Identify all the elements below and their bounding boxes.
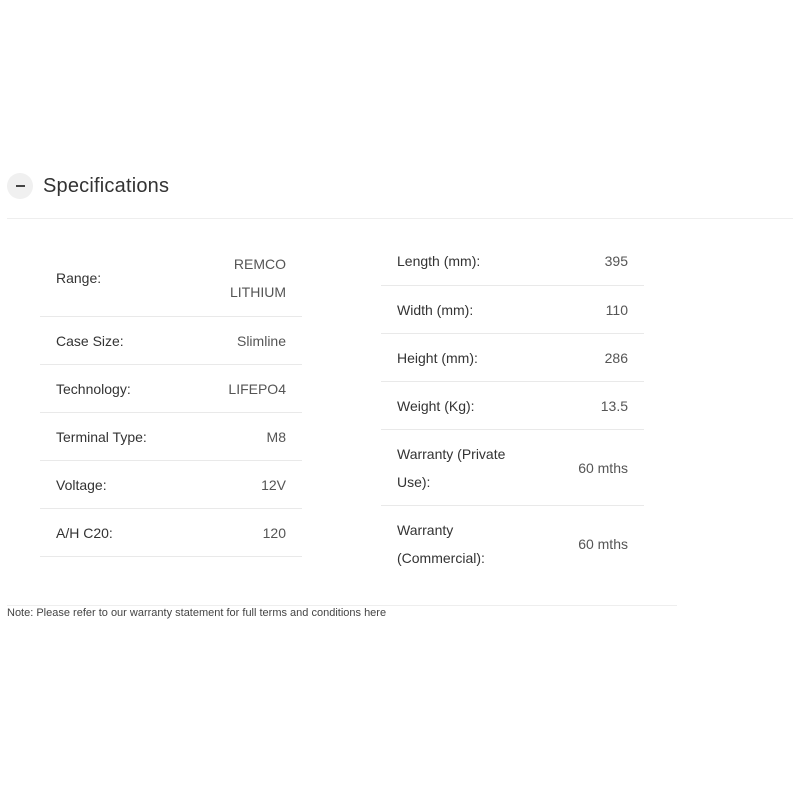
specifications-toggle[interactable]: [7, 169, 169, 203]
warranty-statement-link[interactable]: here: [364, 607, 387, 619]
spec-row-length: [381, 237, 644, 286]
spec-value: REMCO LITHIUM: [230, 256, 286, 300]
spec-row-voltage: [40, 461, 302, 509]
spec-value: M8: [266, 428, 286, 445]
minus-icon[interactable]: [7, 173, 33, 199]
spec-label: Width (mm):: [397, 301, 474, 318]
spec-row-height: [381, 334, 644, 382]
warranty-note-text: Note: Please refer to our warranty statement for full terms and conditions: [7, 607, 365, 619]
spec-row-ah-c20: [40, 509, 302, 557]
spec-label: Technology:: [56, 380, 131, 397]
spec-label: Case Size:: [56, 332, 124, 349]
section-title: Specifications: [43, 174, 170, 197]
spec-label: Weight (Kg):: [397, 397, 475, 414]
divider: [7, 605, 677, 606]
spec-value: 120: [262, 524, 286, 541]
spec-value: 60 mths: [578, 459, 628, 476]
spec-column-left: [40, 240, 302, 557]
spec-value: 60 mths: [578, 536, 628, 552]
spec-value: 13.5: [600, 397, 628, 414]
divider: [7, 218, 793, 219]
spec-row-width: [381, 286, 644, 334]
spec-row-terminal-type: [40, 413, 302, 461]
spec-label: Length (mm):: [397, 253, 481, 269]
spec-label: Voltage:: [56, 476, 107, 493]
spec-value: Slimline: [236, 332, 286, 349]
spec-value: 110: [605, 301, 628, 318]
spec-row-case-size: [40, 317, 302, 365]
spec-label: Warranty (Private Use):: [397, 445, 506, 490]
spec-label: Terminal Type:: [56, 428, 147, 445]
spec-label: Range:: [56, 270, 102, 286]
spec-label: Height (mm):: [397, 349, 478, 366]
spec-value: 12V: [261, 476, 286, 493]
spec-value: 395: [604, 253, 628, 269]
spec-row-range: [40, 240, 302, 317]
spec-value: 286: [604, 349, 628, 366]
warranty-note: [7, 607, 386, 619]
spec-value: LIFEPO4: [228, 380, 286, 397]
spec-column-right: [381, 237, 644, 582]
spec-label: A/H C20:: [56, 524, 113, 541]
spec-label: Warranty (Commercial):: [397, 522, 485, 566]
spec-row-technology: [40, 365, 302, 413]
spec-row-warranty-commercial: [381, 506, 644, 582]
spec-row-warranty-private: [381, 430, 644, 506]
spec-row-weight: [381, 382, 644, 430]
